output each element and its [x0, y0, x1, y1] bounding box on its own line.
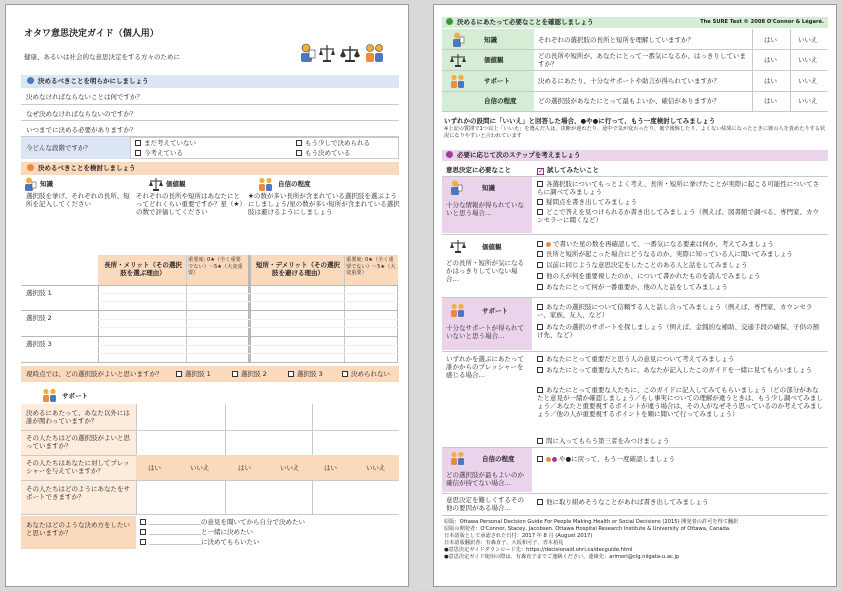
stage-option-decided[interactable]: もう決めている	[296, 149, 351, 157]
scales-icon	[450, 239, 466, 253]
scales-icon	[149, 177, 163, 191]
person-with-paper-icon	[450, 180, 463, 195]
question-when: いつまでに決める必要がありますか？	[26, 126, 137, 134]
orange-dot-icon	[546, 242, 551, 247]
support-who: 決めるにあたって、あなた以外には誰が関わっていますか？	[26, 409, 130, 425]
check-note: いずれかの設問に「いいえ」と回答した場合、●や●に行って、もう一度検討してみましょう	[444, 117, 716, 125]
check-certainty-title: 自信の程度	[484, 97, 517, 105]
person-with-paper-icon	[24, 177, 37, 191]
check-yes-4[interactable]: はい	[764, 97, 777, 105]
option-1-label: 選択肢 1	[26, 289, 52, 297]
scales-icon	[450, 53, 466, 67]
steps-col-try: ✓ 試してみたいこと	[538, 166, 599, 175]
values-action-4[interactable]: 他の人が何を重要視したのか、について書かれたものを読んでみましょう	[537, 272, 760, 280]
pressure-action-3[interactable]: あなたにとって重要な人たちに、このガイドに記入してみてもらいましょう（どの部分があなたと意見が一緒か確認しましょう／もし事実についての理解が違うときは、もう少し調べてみましょう／あなたと重要視するポイントが違う場合は、その人がなぜそう思っているのか考えてみましょう／他の人が重要視するポイントを順に聞いて行ってみましょう）	[537, 386, 823, 418]
people-icon	[258, 177, 274, 191]
footer-line-2: 原版の開発者：O'Connor, Stacey, Jacobsen. Ottawa Hospital Research Institute & University of Ottawa, Canada.	[444, 526, 731, 532]
knowledge-action-1[interactable]: 各選択肢についてもっとよく考え、長所・短所に挙げたことが実際に起こる可能性についてさらに調べてみましょう	[537, 180, 820, 196]
cons-header: 短所・デメリット（その選択肢を避ける理由）	[256, 261, 340, 277]
orange-dot-icon	[546, 457, 551, 462]
pressure-action-2[interactable]: あなたにとって重要な人たちに、あなたが記入したこのガイドを一緒に見てもらいましょう	[537, 366, 825, 374]
guide-title: オタワ意思決定ガイド（個人用）	[24, 29, 159, 39]
stage-question: 今どんな段階ですか？	[26, 144, 91, 152]
check-certainty-q: どの選択肢があなたにとって最もよいか、確信がありますか？	[538, 97, 720, 105]
pros-importance-header: 重要度: 0★（全く重要でない）〜5★（大変重要）	[188, 257, 243, 276]
people-icon	[364, 43, 386, 63]
knowledge-text: 選択肢を挙げ、それぞれの長所、短所を記入してください	[26, 192, 130, 208]
check-yes-3[interactable]: はい	[764, 77, 777, 85]
question-why: なぜ決めなければならないのですか？	[26, 110, 137, 118]
lean-option-1[interactable]: 選択肢 1	[176, 370, 211, 378]
check-no-4[interactable]: いいえ	[798, 97, 818, 105]
steps-certainty-title: 自信の程度	[482, 455, 515, 463]
check-yes-1[interactable]: はい	[764, 36, 777, 44]
pressure-yes-3[interactable]: はい	[324, 464, 337, 472]
people-icon	[450, 303, 466, 317]
pressure-no-3[interactable]: いいえ	[366, 464, 386, 472]
how-option-listen[interactable]: ＿＿＿＿＿＿＿＿の意見を聞いてから自分で決めたい	[140, 518, 305, 526]
values-action-3[interactable]: 以前に同じような意思決定をしたことのある人と話をしてみましょう	[537, 261, 748, 269]
lean-option-undecided[interactable]: 決められない	[342, 370, 390, 378]
stage-option-thinking[interactable]: 今考えている	[135, 149, 183, 157]
values-title: 価値観	[166, 180, 186, 188]
steps-header	[442, 150, 828, 161]
pressure-no-1[interactable]: いいえ	[190, 464, 210, 472]
footer-line-1: 原版：Ottawa Personal Decision Guide For People Making Health or Social Decisions (2015) 開発者の許可を得て翻訳	[444, 519, 739, 525]
stage-option-not-thinking[interactable]: まだ考えていない	[135, 139, 196, 147]
support-how: その人たちはどのようにあなたをサポートできますか？	[26, 485, 130, 501]
footer-line-3: 日本語版として承認された日付：2017 年 8 月 (August 2017)	[444, 533, 593, 539]
stage-option-close[interactable]: もう少しで決められる	[296, 139, 370, 147]
pressure-yes-1[interactable]: はい	[148, 464, 161, 472]
support-title: サポート	[62, 392, 88, 400]
section1-header	[21, 75, 399, 88]
steps-hard-cond: 意思決定を難しくするその他の要因がある場合…	[446, 496, 524, 512]
check-knowledge-title: 知識	[484, 36, 497, 44]
option-3-label: 選択肢 3	[26, 340, 52, 348]
pressure-action-1[interactable]: あなたにとって重要だと思う人の意見について考えてみましょう	[537, 355, 734, 363]
person-with-paper-icon	[452, 32, 465, 47]
people-icon	[42, 388, 58, 402]
orange-dot-icon	[27, 164, 34, 171]
how-option-together[interactable]: ＿＿＿＿＿＿＿＿と一緒に決めたい	[140, 528, 253, 536]
question-what: 決めなければならないことは何ですか？	[26, 93, 143, 101]
lean-option-2[interactable]: 選択肢 2	[232, 370, 267, 378]
steps-certainty-cond: どの選択肢が最もよいのか確信が持てない場合…	[446, 471, 524, 487]
scales-icon-large	[340, 43, 360, 63]
guide-subtitle: 健康、あるいは社会的な意思決定をする方々のために	[24, 53, 180, 61]
support-action-2[interactable]: あなたの選択のサポートを探しましょう（例えば、金銭的な補助、交通手段の確保、子供の預け先、など）	[537, 323, 819, 339]
check-values-title: 価値観	[484, 56, 504, 64]
certainty-title: 自信の程度	[278, 180, 311, 188]
knowledge-action-2[interactable]: 疑問点を書き出してみましょう	[537, 198, 825, 206]
values-action-1[interactable]: で書いた星の数を再確認して、一番気になる要素は何か、考えてみましょう	[537, 240, 774, 248]
steps-support-cond: 十分なサポートが得られていないと思う場合…	[446, 324, 524, 340]
knowledge-action-3[interactable]: どこで答えを見つけられるか書き出してみましょう（例えば、図書館で調べる、専門家、カウンセラーに聞くなど）	[537, 208, 819, 224]
footer-line-6: ●意思決定ガイド使用の際は、有森直子までご連絡ください。連絡先：arimori@clg.niigata-u.ac.jp	[444, 554, 680, 560]
check-support-q: 決めるにあたり、十分なサポートや助言が得られていますか？	[538, 77, 720, 85]
check-no-1[interactable]: いいえ	[798, 36, 818, 44]
section1-heading: 決めるべきことを明らかにしましょう	[38, 77, 149, 85]
person-with-paper-icon	[298, 43, 316, 63]
section2-header	[21, 162, 399, 175]
right-page	[433, 4, 837, 587]
people-icon	[450, 451, 466, 465]
support-pressure: その人たちはあなたに対してプレッシャーを与えていますか？	[26, 459, 130, 475]
hard-action-1[interactable]: 他に取り組めそうなことがあれば書き出してみましょう	[537, 498, 709, 506]
footer-line-4: 日本語版翻訳者：有森直子、大坂和可子、青木裕見	[444, 540, 564, 546]
values-action-5[interactable]: あなたにとって何が一番重要か、他の人と話をしてみましょう	[537, 283, 728, 291]
support-action-1[interactable]: あなたの選択肢について信頼する人と話し合ってみましょう（例えば、専門家、カウンセラー、家族、友人、など）	[537, 303, 813, 319]
people-icon	[450, 74, 466, 88]
check-knowledge-q: それぞれの選択肢の長所と短所を理解していますか？	[538, 36, 694, 44]
steps-col-need: 意思決定に必要なこと	[446, 166, 511, 174]
pressure-no-2[interactable]: いいえ	[280, 464, 300, 472]
knowledge-title: 知識	[40, 180, 53, 188]
how-option-delegate[interactable]: ＿＿＿＿＿＿＿＿に決めてもらいたい	[140, 538, 260, 546]
green-dot-icon	[446, 18, 453, 25]
steps-knowledge-cond: 十分な情報が得られていないと思う場合…	[446, 201, 524, 217]
lean-question: 現時点では、どの選択肢がよいと思いますか？	[26, 370, 163, 378]
steps-heading: 必要に応じて次のステップを考えましょう	[457, 151, 581, 159]
check-no-3[interactable]: いいえ	[798, 77, 818, 85]
pressure-yes-2[interactable]: はい	[238, 464, 251, 472]
left-page	[5, 4, 409, 587]
purple-dot-icon	[446, 151, 453, 158]
certainty-action-1[interactable]: や●に戻って、もう一度確認しましょう	[537, 455, 675, 463]
steps-pressure-cond: いずれかを選ぶにあたって誰かからのプレッシャーを感じる場合…	[446, 355, 524, 379]
option-2-label: 選択肢 2	[26, 314, 52, 322]
pros-header: 長所・メリット（その選択肢を選ぶ理由）	[104, 261, 182, 277]
pressure-action-4[interactable]: 間に入ってもらう第三者をみつけましょう	[537, 437, 669, 445]
cons-importance-header: 重要度: 0★（全く重要でない）〜5★（大変重要）	[346, 257, 396, 276]
purple-dot-icon	[552, 457, 557, 462]
how-decide-question: あなたはどのような決め方をしたいと思いますか？	[26, 521, 130, 537]
section2-heading: 決めるべきことを検討しましょう	[38, 164, 136, 172]
check-header	[442, 17, 828, 28]
support-which: その人たちはどの選択肢がよいと思っていますか？	[26, 434, 130, 450]
steps-knowledge-title: 知識	[482, 184, 495, 192]
steps-values-cond: どの長所・短所が気になるかはっきりしていない場合…	[446, 259, 524, 283]
check-no-2[interactable]: いいえ	[798, 56, 818, 64]
values-action-2[interactable]: 長所と短所が起こった場合にどうなるのか、実際に知っている人に聞いてみましょう	[537, 250, 793, 258]
values-text: それぞれの長所や短所はあなたにとってどれくらい重要ですか？星（★）の数で評価してください	[136, 192, 243, 216]
certainty-text: ★の数が多い長所が含まれている選択肢を選ぶようにしましょう/星の数が多い短所が含まれている選択肢は避けるようにしましょう	[248, 192, 400, 216]
check-yes-2[interactable]: はい	[764, 56, 777, 64]
blue-dot-icon	[27, 77, 34, 84]
check-support-title: サポート	[484, 77, 510, 85]
check-footnote: ※上記の質問で1つ以上「いいえ」を選んだ人は、決断が遅れたり、途中で気が変わったり、後で後悔したり、よくない結果になったときに彼の人を責めたりする状況になりやすいと言われています	[444, 126, 826, 139]
steps-values-title: 価値観	[482, 243, 502, 251]
lean-option-3[interactable]: 選択肢 3	[288, 370, 323, 378]
steps-support-title: サポート	[482, 307, 508, 315]
sure-test-credit: The SURE Test © 2008 O'Connor & Légaré.	[700, 19, 824, 25]
check-heading: 決めるにあたって必要なことを確認しましょう	[457, 18, 594, 26]
scales-icon	[318, 43, 336, 63]
footer-line-5: ●意思決定ガイドダウンロード先：https://decisionaid.ohri.ca/decguide.html	[444, 547, 633, 553]
check-values-q: どの長所や短所が、あなたにとって一番気になるか、はっきりしていますか？	[538, 52, 746, 68]
